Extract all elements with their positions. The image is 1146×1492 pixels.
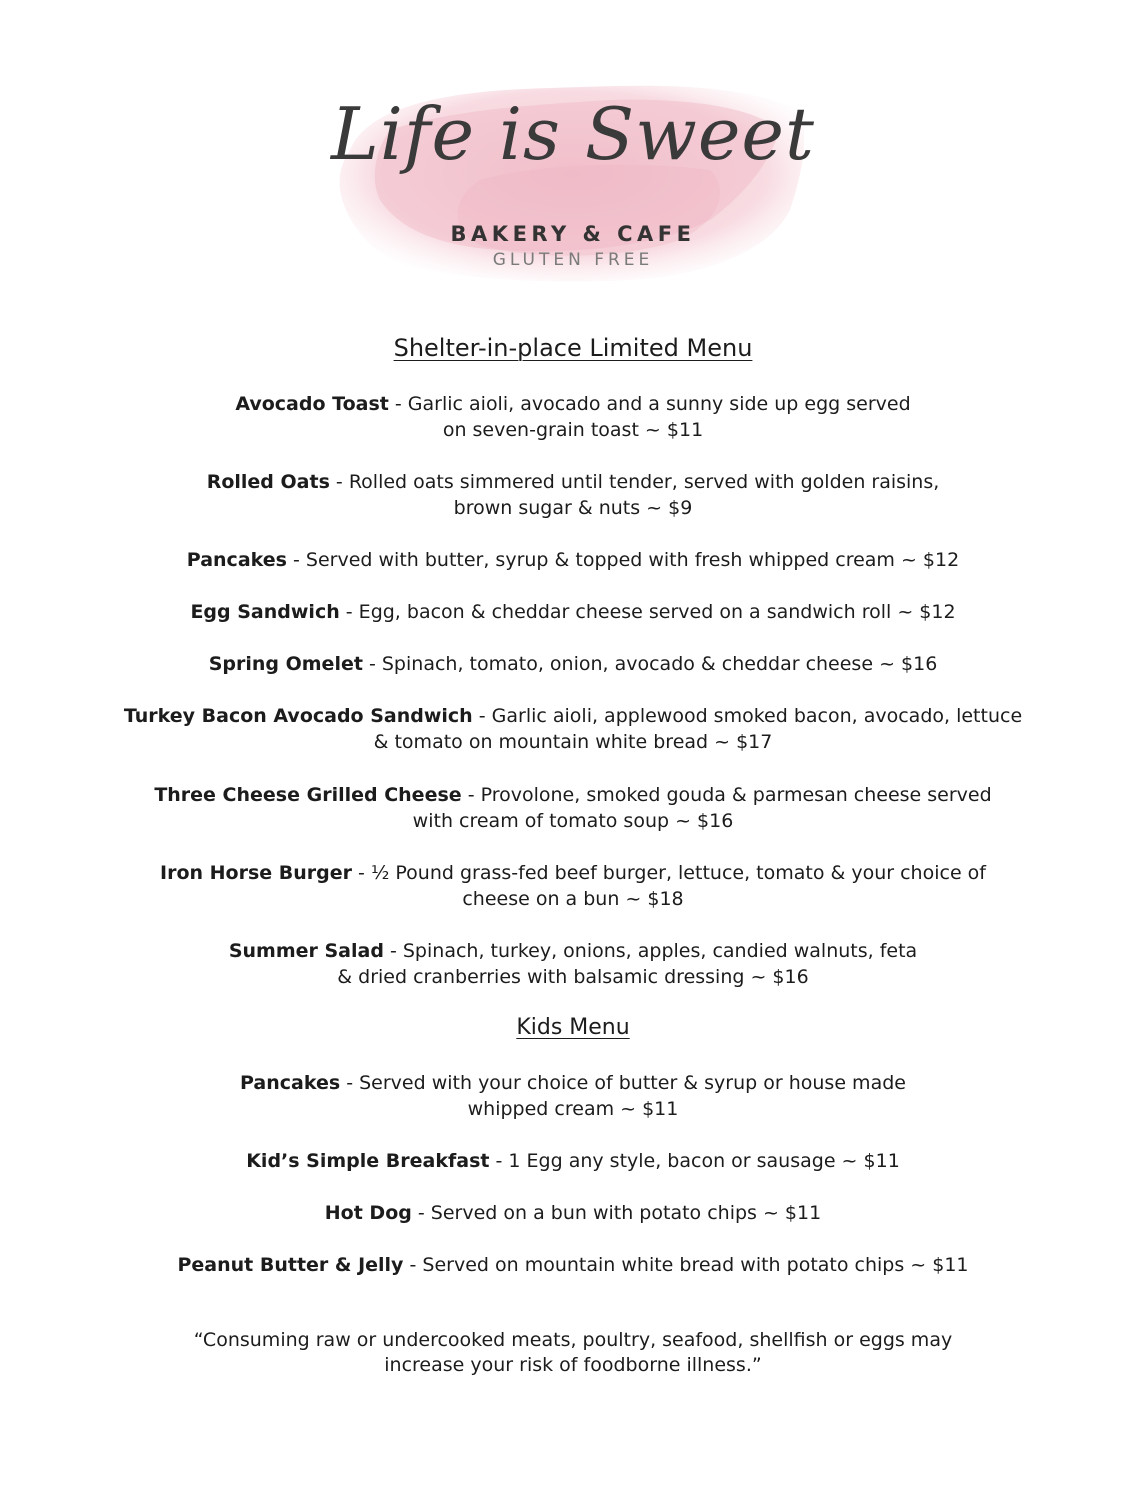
disclaimer-line-2: increase your risk of foodborne illness.” bbox=[384, 1354, 762, 1376]
disclaimer-line-1: “Consuming raw or undercooked meats, poultry, seafood, shellfish or eggs may bbox=[193, 1329, 953, 1351]
menu-item bbox=[100, 651, 1046, 677]
menu-item bbox=[100, 391, 1046, 443]
kids-menu-item bbox=[100, 1070, 1046, 1122]
menu-item-name: Kid’s Simple Breakfast bbox=[246, 1150, 490, 1172]
menu-item bbox=[100, 547, 1046, 573]
menu-item-desc: - ½ Pound grass-fed beef burger, lettuce, tomato & your choice of bbox=[352, 862, 986, 884]
menu-item-desc: - Spinach, turkey, onions, apples, candied walnuts, feta bbox=[383, 940, 918, 962]
menu-item-desc-cont: on seven-grain toast ~ $11 bbox=[442, 419, 704, 441]
logo-script-text: Life is Sweet bbox=[331, 92, 815, 176]
menu-item-name: Hot Dog bbox=[324, 1202, 412, 1224]
menu-item-desc-cont: & tomato on mountain white bread ~ $17 bbox=[373, 731, 773, 753]
menu-item-desc-cont: brown sugar & nuts ~ $9 bbox=[453, 497, 693, 519]
menu-item-desc: - Served on mountain white bread with potato chips ~ $11 bbox=[403, 1254, 969, 1276]
kids-menu-item bbox=[100, 1200, 1046, 1226]
kids-menu-item bbox=[100, 1252, 1046, 1278]
menu-item-desc: - 1 Egg any style, bacon or sausage ~ $11 bbox=[489, 1150, 900, 1172]
menu-item-name: Pancakes bbox=[240, 1072, 341, 1094]
menu-item bbox=[100, 782, 1046, 834]
menu-item-name: Egg Sandwich bbox=[190, 601, 340, 623]
menu-item bbox=[100, 860, 1046, 912]
menu-item-desc-cont: cheese on a bun ~ $18 bbox=[462, 888, 684, 910]
menu-item-name: Peanut Butter & Jelly bbox=[177, 1254, 404, 1276]
menu-item-desc: - Served with your choice of butter & syrup or house made bbox=[340, 1072, 906, 1094]
menu-item-name: Iron Horse Burger bbox=[160, 862, 353, 884]
menu-item-desc: - Provolone, smoked gouda & parmesan cheese served bbox=[461, 784, 992, 806]
food-safety-disclaimer bbox=[150, 1328, 996, 1378]
menu-item-name: Three Cheese Grilled Cheese bbox=[154, 784, 462, 806]
menu-item-name: Spring Omelet bbox=[208, 653, 363, 675]
logo-bakery-cafe: BAKERY & CAFE bbox=[450, 222, 696, 246]
menu-item-desc: - Spinach, tomato, onion, avocado & cheddar cheese ~ $16 bbox=[362, 653, 938, 675]
menu-item bbox=[100, 938, 1046, 990]
menu-item-name: Rolled Oats bbox=[206, 471, 330, 493]
menu-item-desc: - Served on a bun with potato chips ~ $11 bbox=[411, 1202, 822, 1224]
menu-item-desc: - Rolled oats simmered until tender, served with golden raisins, bbox=[329, 471, 940, 493]
main-menu-title bbox=[0, 334, 1146, 362]
logo bbox=[330, 70, 816, 290]
menu-item-desc: - Served with butter, syrup & topped with fresh whipped cream ~ $12 bbox=[286, 549, 960, 571]
menu-item-desc: - Egg, bacon & cheddar cheese served on a sandwich roll ~ $12 bbox=[339, 601, 956, 623]
kids-menu-title bbox=[0, 1015, 1146, 1040]
logo-gluten-free: GLUTEN FREE bbox=[492, 250, 654, 270]
menu-item-desc-cont: with cream of tomato soup ~ $16 bbox=[412, 810, 734, 832]
menu-item bbox=[100, 469, 1046, 521]
kids-menu-item bbox=[100, 1148, 1046, 1174]
kids-menu-title-text: Kids Menu bbox=[516, 1015, 630, 1040]
menu-item-name: Summer Salad bbox=[228, 940, 384, 962]
menu-item-desc-cont: & dried cranberries with balsamic dressing ~ $16 bbox=[337, 966, 809, 988]
main-menu-title-text: Shelter-in-place Limited Menu bbox=[393, 334, 753, 362]
menu-item bbox=[60, 703, 1086, 755]
menu-item-desc: - Garlic aioli, applewood smoked bacon, avocado, lettuce bbox=[472, 705, 1023, 727]
menu-item-name: Pancakes bbox=[186, 549, 287, 571]
menu-item-name: Turkey Bacon Avocado Sandwich bbox=[123, 705, 473, 727]
menu-item-name: Avocado Toast bbox=[235, 393, 389, 415]
menu-item-desc-cont: whipped cream ~ $11 bbox=[467, 1098, 679, 1120]
menu-item bbox=[100, 599, 1046, 625]
menu-item-desc: - Garlic aioli, avocado and a sunny side up egg served bbox=[388, 393, 911, 415]
